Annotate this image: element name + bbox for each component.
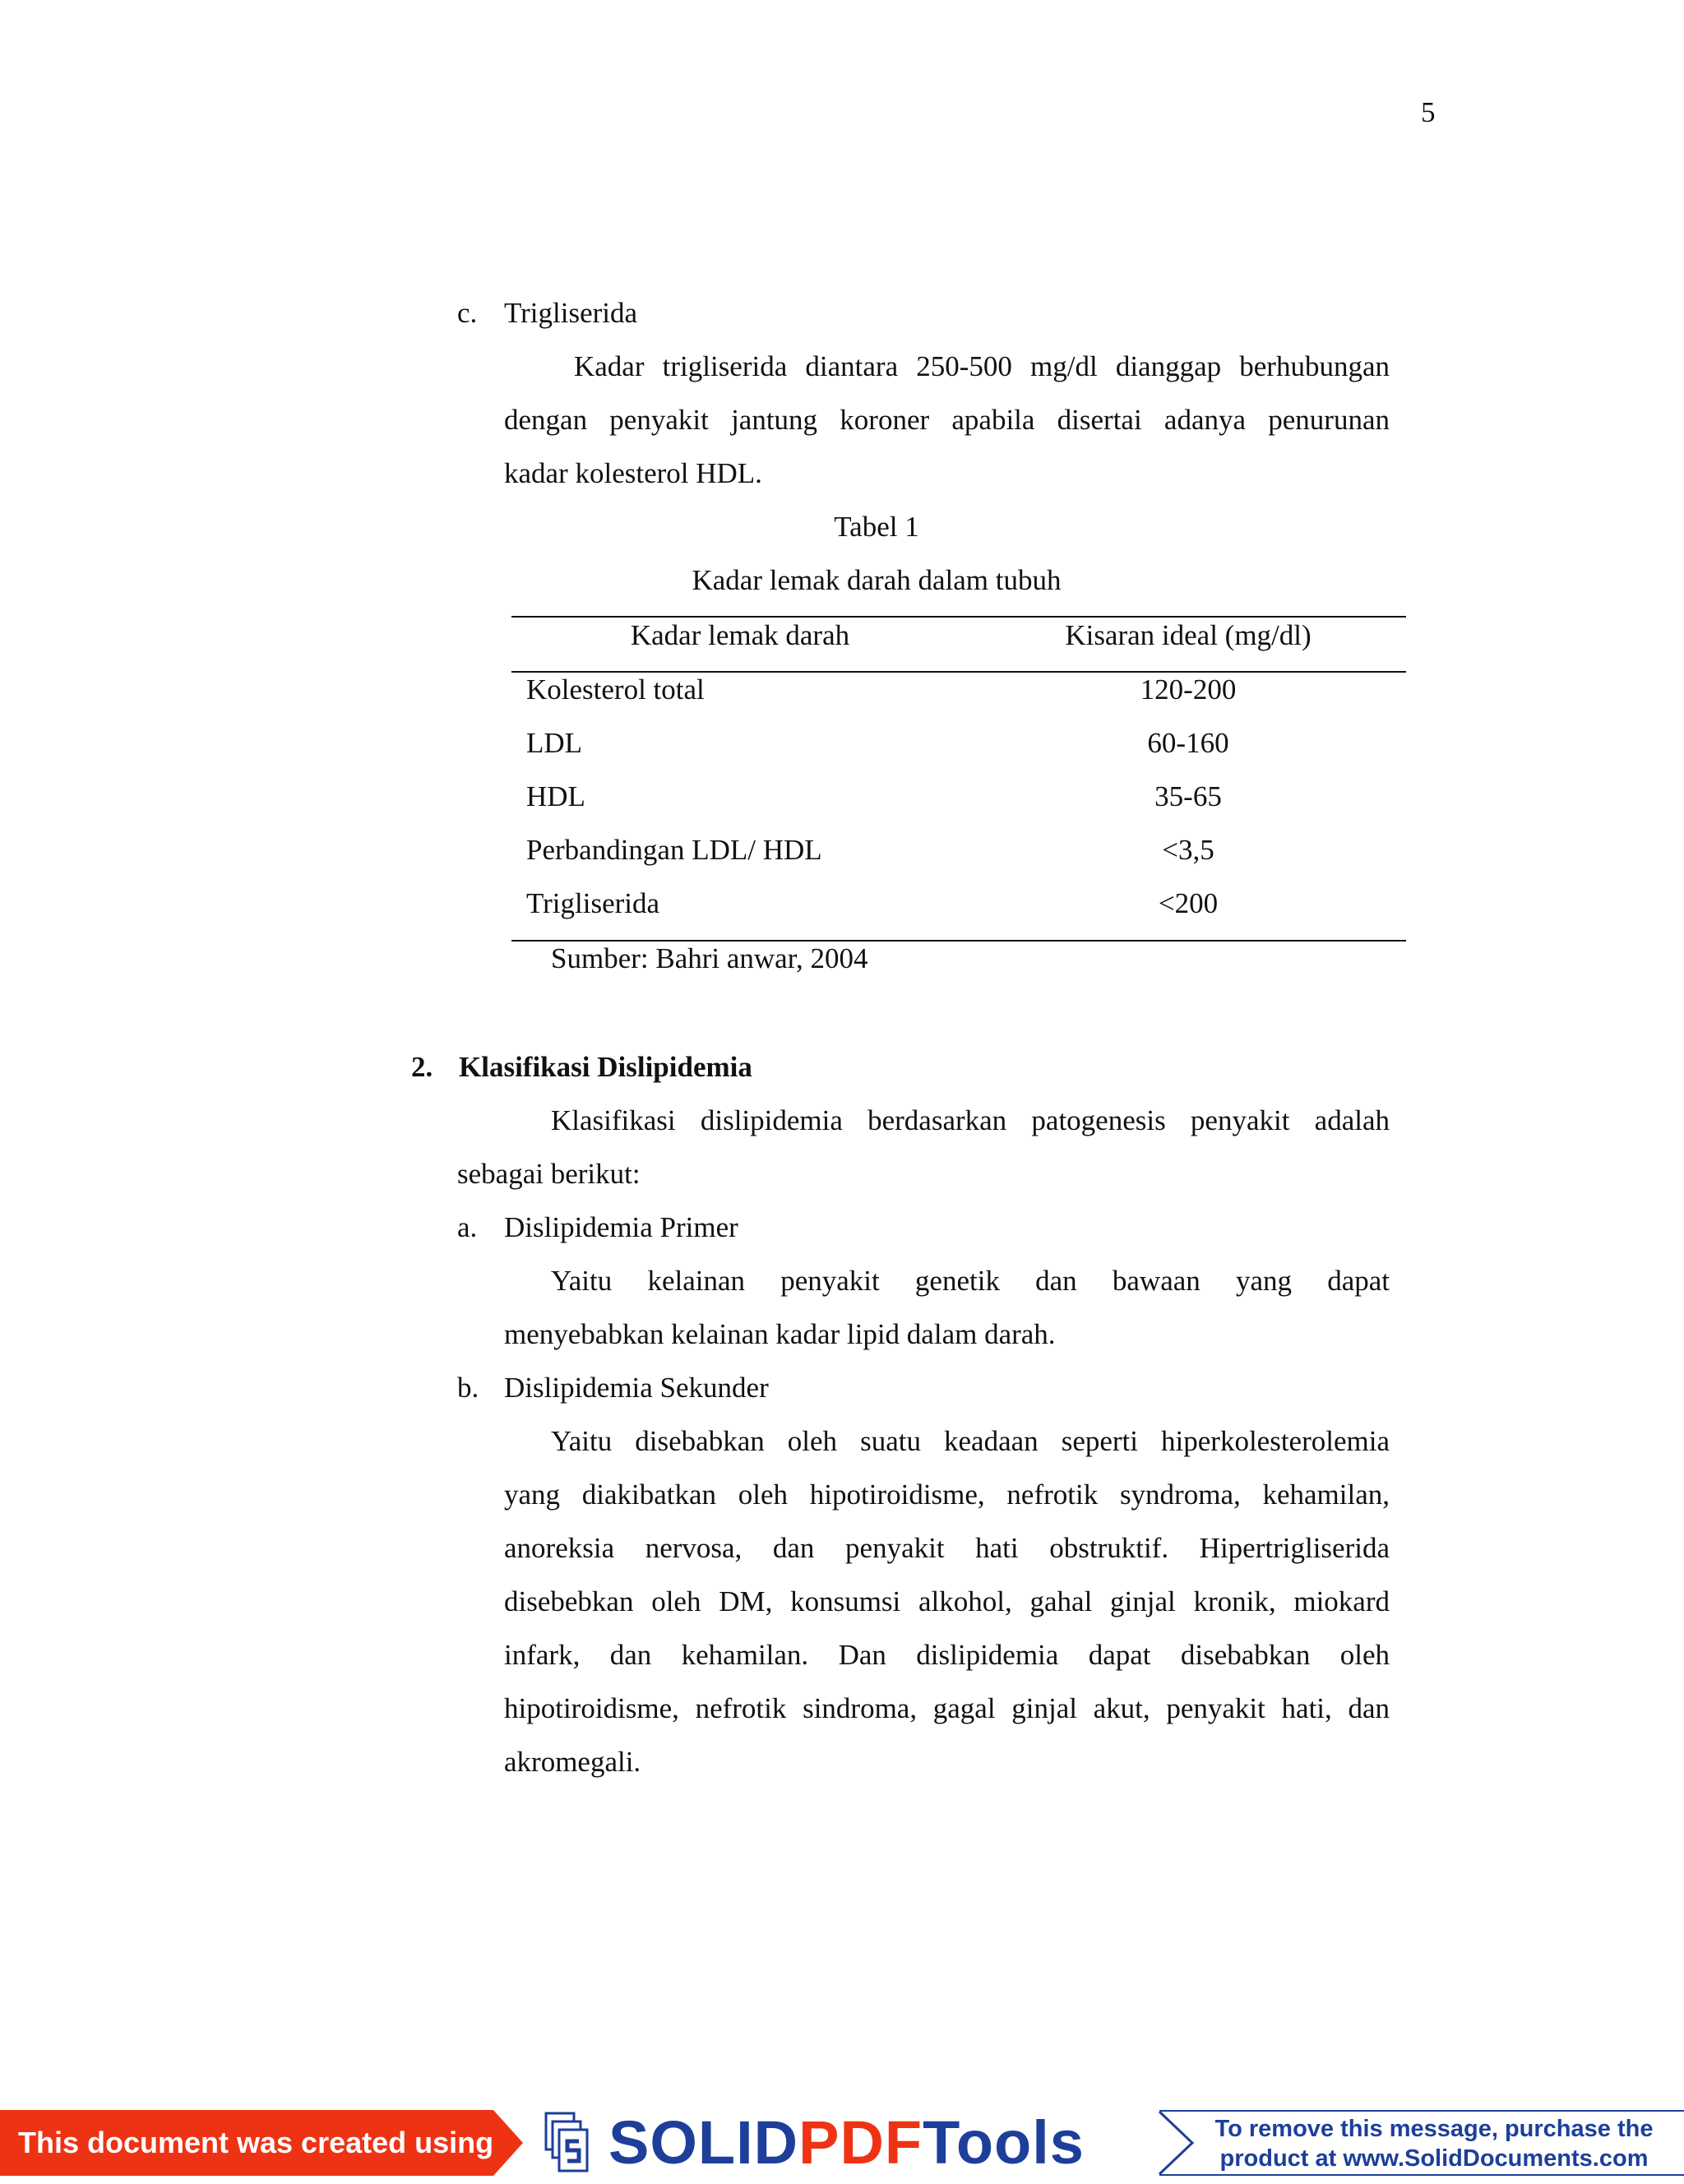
table-label: Tabel 1 [834,511,919,543]
table-cell-name: Kolesterol total [526,673,705,706]
watermark-right-line-1: To remove this message, purchase the [1214,2116,1654,2142]
table-header-col-1: Kadar lemak darah [630,619,850,651]
table-cell-range: <200 [1158,887,1219,919]
page-number: 5 [1421,96,1436,128]
watermark-left-text: This document was created using [0,2110,493,2176]
section-c-paragraph-line-2: dengan penyakit jantung koroner apabila disertai adanya penurunan [504,404,1390,436]
section-c-paragraph-line-1: Kadar trigliserida diantara 250-500 mg/dl dianggap berhubungan [574,350,1390,382]
logo-pdf: PDF [798,2108,923,2177]
table-cell-name: HDL [526,780,585,812]
section-c-marker: c. [457,297,478,329]
logo-tools: Tools [923,2108,1085,2177]
section-c-paragraph-line-3: kadar kolesterol HDL. [504,457,762,489]
section-2-heading: Klasifikasi Dislipidemia [459,1051,752,1083]
logo-solid: SOLID [608,2108,799,2177]
watermark-right-notice[interactable] [1159,2110,1684,2176]
item-b-line-2: yang diakibatkan oleh hipotiroidisme, nefrotik syndroma, kehamilan, [504,1478,1390,1511]
item-a-line-2: menyebabkan kelainan kadar lipid dalam darah. [504,1318,1056,1350]
section-2-intro-line-2: sebagai berikut: [457,1158,641,1190]
table-cell-range: <3,5 [1162,834,1214,866]
table-title: Kadar lemak darah dalam tubuh [692,564,1062,596]
table-cell-name: Perbandingan LDL/ HDL [526,834,822,866]
item-b-line-3: anoreksia nervosa, dan penyakit hati obstruktif. Hipertrigliserida [504,1532,1390,1564]
item-b-line-7: akromegali. [504,1746,641,1778]
table-cell-range: 35-65 [1154,780,1222,812]
item-a-line-1: Yaitu kelainan penyakit genetik dan bawaan yang dapat [551,1265,1390,1297]
table-cell-range: 120-200 [1140,673,1237,706]
watermark-arrow [493,2110,523,2176]
item-b-line-6: hipotiroidisme, nefrotik sindroma, gagal ginjal akut, penyakit hati, dan [504,1692,1390,1724]
item-b-line-1: Yaitu disebabkan oleh suatu keadaan seperti hiperkolesterolemia [551,1425,1390,1457]
table-cell-name: LDL [526,727,583,759]
item-b-marker: b. [457,1372,479,1404]
section-2-intro-line-1: Klasifikasi dislipidemia berdasarkan patogenesis penyakit adalah [551,1104,1390,1136]
table-source: Sumber: Bahri anwar, 2004 [551,942,868,974]
watermark-right-line-2[interactable]: product at www.SolidDocuments.com [1219,2145,1649,2172]
item-a-marker: a. [457,1211,478,1243]
table-cell-range: 60-160 [1147,727,1229,759]
item-a-heading: Dislipidemia Primer [504,1211,738,1243]
table-header-col-2: Kisaran ideal (mg/dl) [1065,619,1312,651]
document-stack-icon [543,2110,592,2176]
section-2-number: 2. [411,1051,433,1083]
item-b-line-4: disebebkan oleh DM, konsumsi alkohol, gahal ginjal kronik, miokard [504,1585,1390,1617]
item-b-line-5: infark, dan kehamilan. Dan dislipidemia dapat disebabkan oleh [504,1639,1390,1671]
table-cell-name: Trigliserida [526,887,660,919]
item-b-heading: Dislipidemia Sekunder [504,1372,769,1404]
chevron-right-icon [1151,2110,1201,2176]
solidpdftools-logo [608,2102,1085,2184]
section-c-heading: Trigliserida [504,297,638,329]
